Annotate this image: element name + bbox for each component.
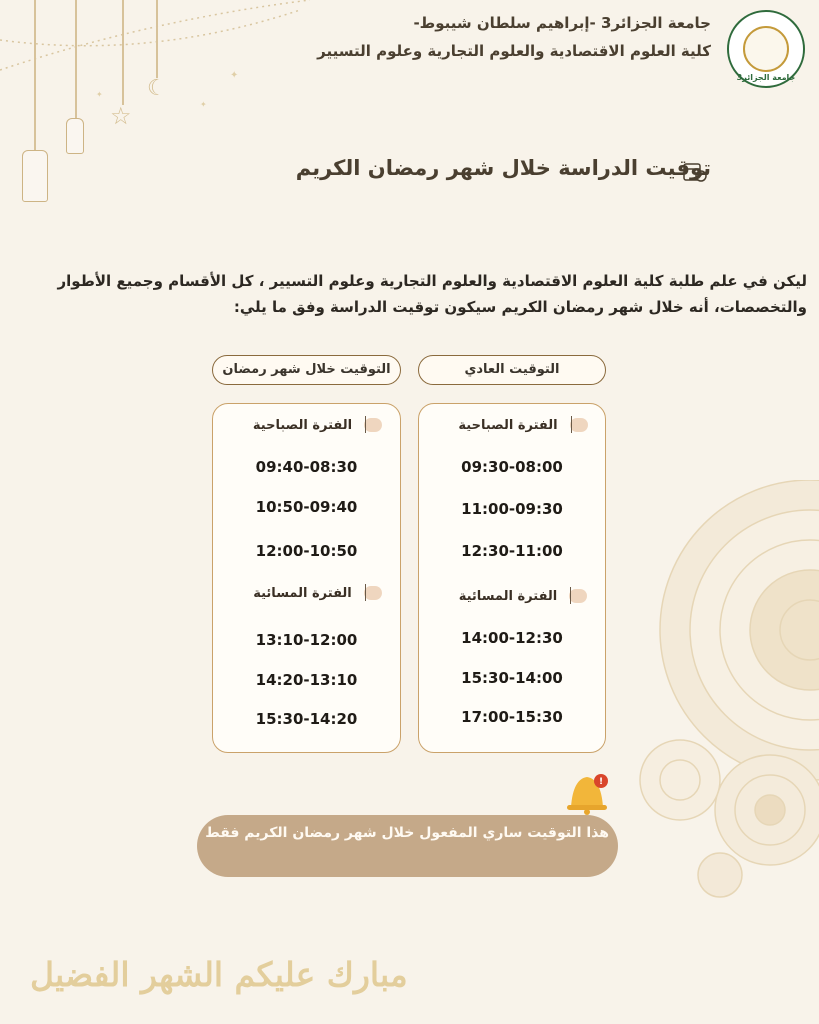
time-slot: 09:30-08:00 [461,458,563,476]
page-title: توقيت الدراسة خلال شهر رمضان الكريم [295,156,711,180]
time-slot: 13:10-12:00 [255,631,358,649]
greeting-text: مبارك عليكم الشهر الفضيل [30,955,408,994]
morning-period-label: الفترة الصباحية [213,416,400,435]
mandala-decoration [600,480,819,900]
time-slot: 12:00-10:50 [255,542,358,560]
time-slot: 11:00-09:30 [461,500,563,518]
time-slot: 14:00-12:30 [461,629,563,647]
normal-schedule-card [418,403,606,753]
time-slot: 10:50-09:40 [255,498,358,516]
normal-schedule-label: التوقيت العادي [418,355,606,385]
time-slot: 14:20-13:10 [255,671,358,689]
sparkle-icon: ✦ [96,90,103,99]
ramadan-schedule-card [212,403,401,753]
lantern-icon [66,118,84,154]
university-logo [727,10,805,88]
faculty-name: كلية العلوم الاقتصادية والعلوم التجارية وعلوم التسيير [317,42,711,60]
notice-badge: ! [598,777,604,787]
crescent-icon: ☾ [147,76,167,101]
intro-paragraph: ليكن في علم طلبة كلية العلوم الاقتصادية والعلوم التجارية وعلوم التسيير ، كل الأقسام وجميع الأطوار والتخصصات، أنه خلال شهر رمضان الكريم سيكون توقيت الدراسة وفق ما يلي: [57,272,807,316]
logo-text: جامعة الجزائر3 [736,73,796,82]
sparkle-icon: ✦ [230,70,239,81]
time-slot: 09:40-08:30 [255,458,358,476]
sparkle-icon: ✦ [200,100,207,109]
star-icon: ☆ [110,102,132,130]
lantern-icon [22,150,48,202]
notice-text: هذا التوقيت ساري المفعول خلال شهر رمضان الكريم فقط [205,825,609,841]
time-slot: 12:30-11:00 [461,542,563,560]
time-slot: 15:30-14:00 [461,669,563,687]
ramadan-schedule-label: التوقيت خلال شهر رمضان [212,355,401,385]
evening-period-label: الفترة المسائية [419,587,605,606]
time-slot: 15:30-14:20 [255,710,358,728]
bell-icon [563,771,611,815]
university-name: جامعة الجزائر3 -إبراهيم سلطان شيبوط- [413,14,711,32]
morning-period-label: الفترة الصباحية [419,416,605,435]
evening-period-label: الفترة المسائية [213,584,400,603]
time-slot: 17:00-15:30 [461,708,563,726]
string-lights-decoration [0,0,310,210]
